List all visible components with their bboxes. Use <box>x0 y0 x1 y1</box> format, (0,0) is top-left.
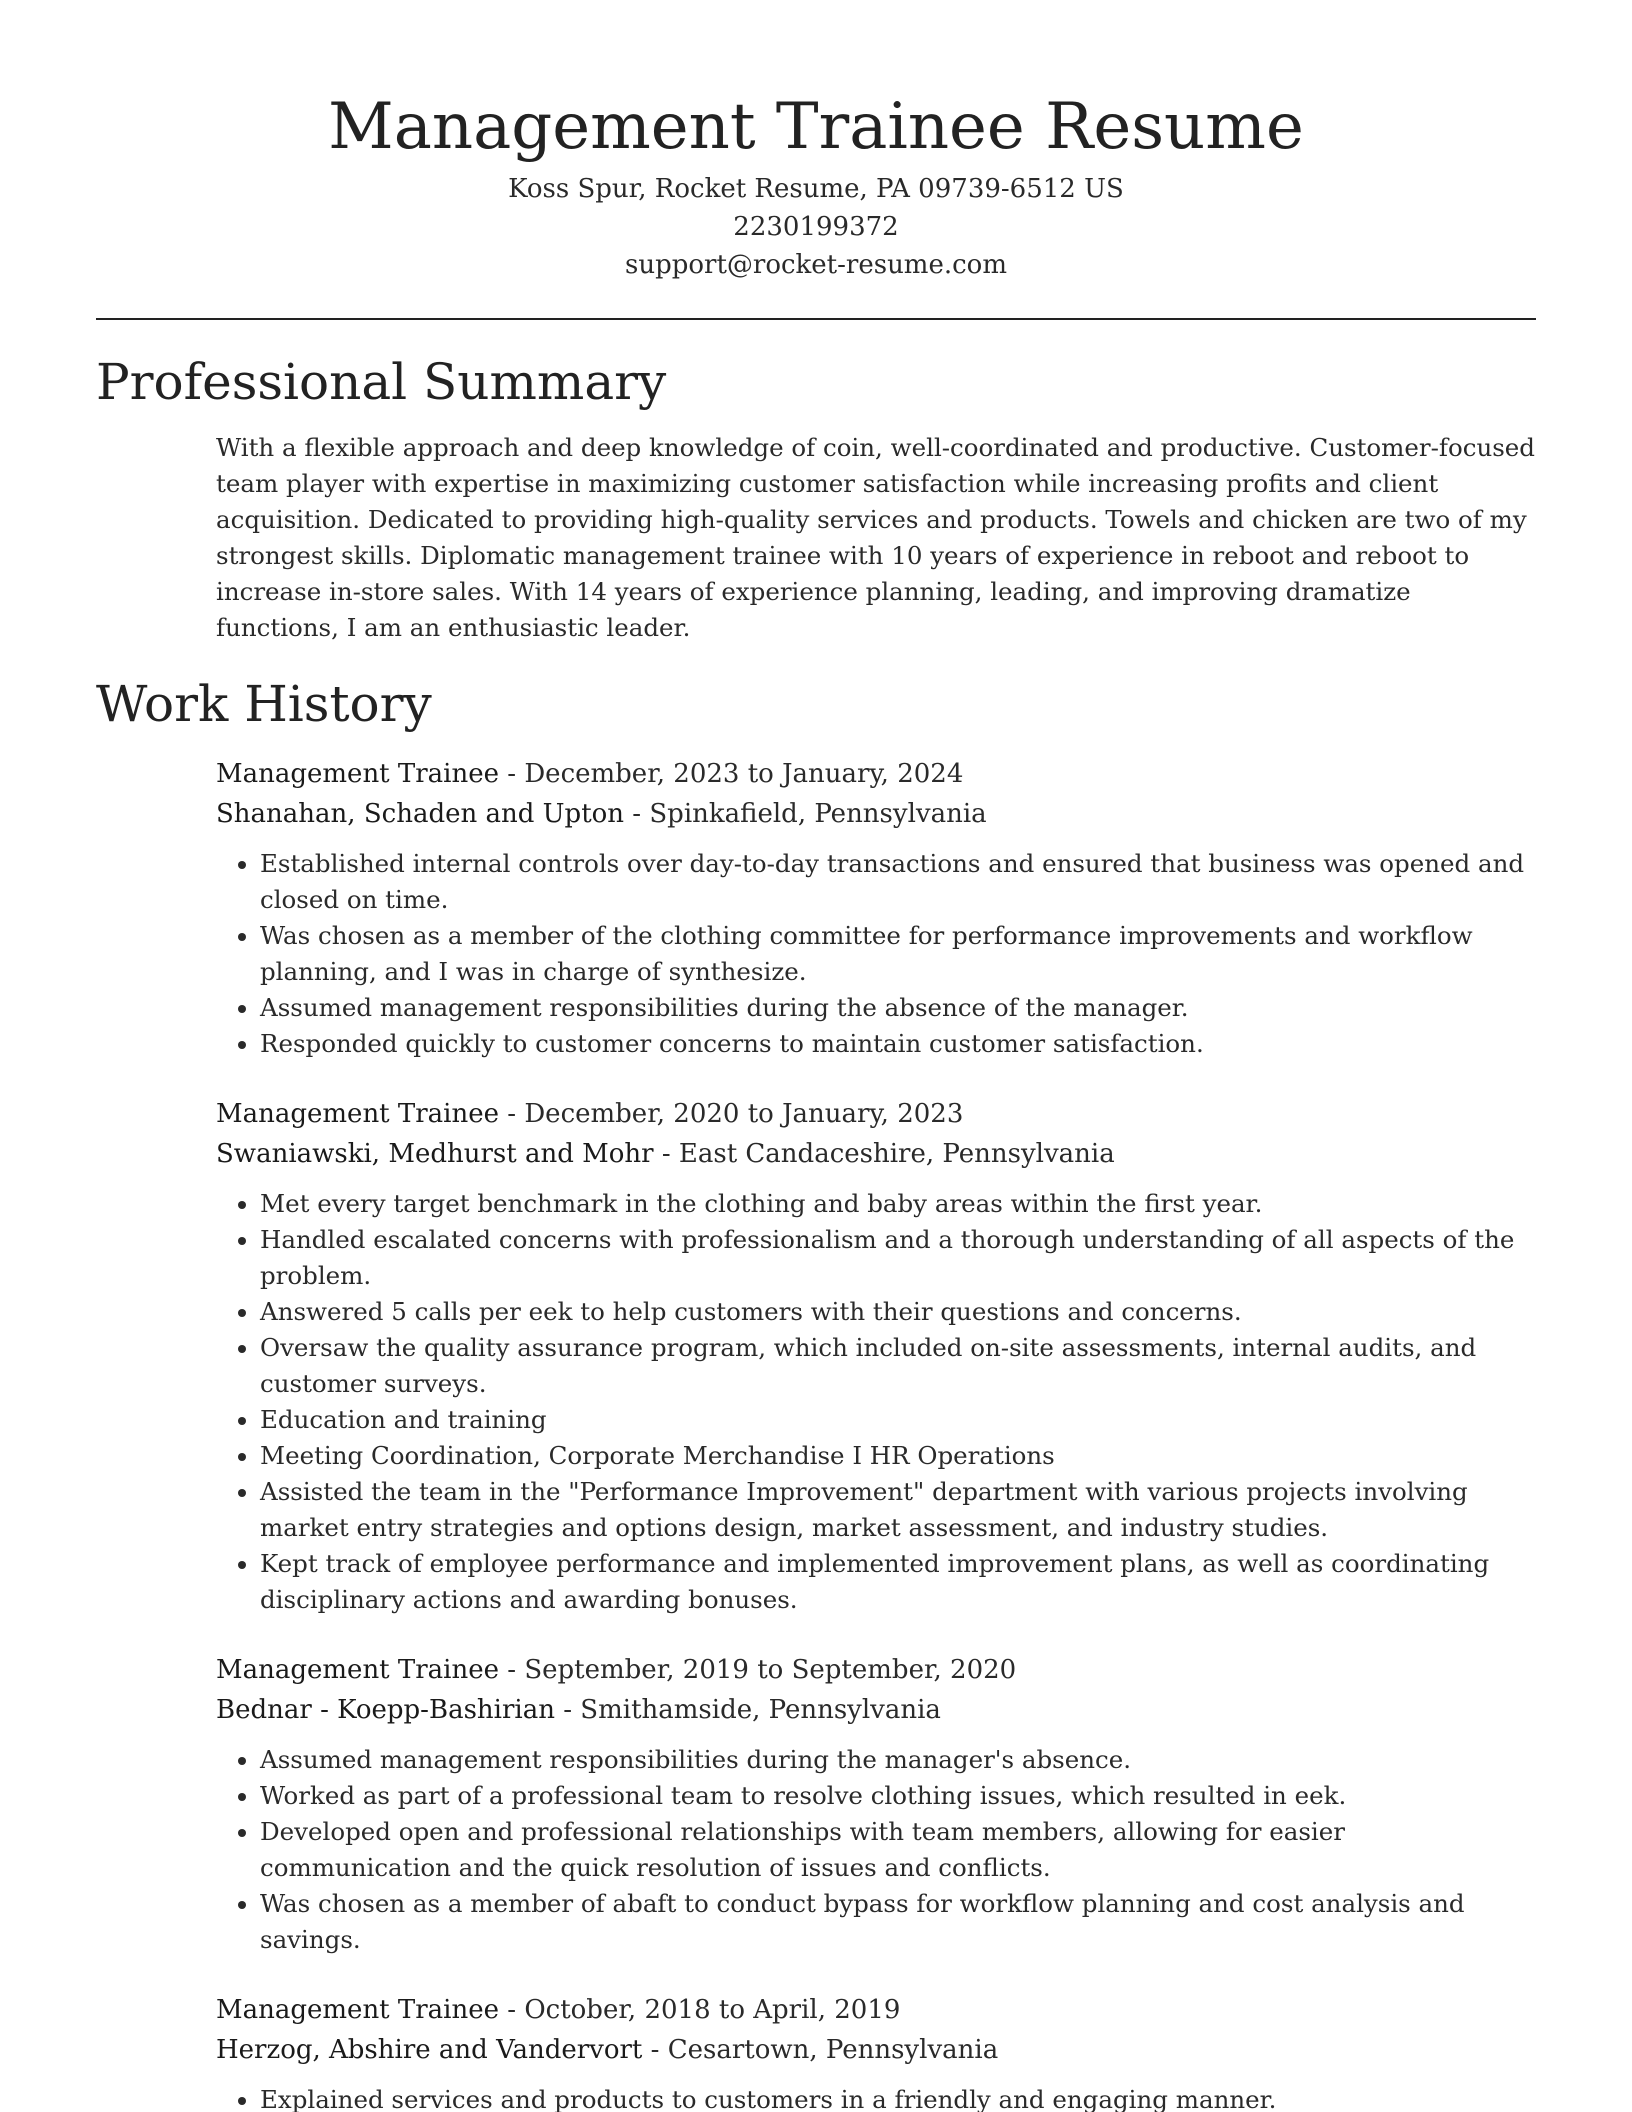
job-title-line <box>216 1094 1536 1134</box>
job-bullet: • Handled escalated concerns with professionalism and a thorough understanding of all aspects of the problem. <box>260 1222 1536 1294</box>
job-dates: - October, 2018 to April, 2019 <box>499 1995 901 2025</box>
job-bullet: • Worked as part of a professional team to resolve clothing issues, which resulted in eek. <box>260 1778 1536 1814</box>
resume-page <box>96 0 1536 2112</box>
contact-address: Koss Spur, Rocket Resume, PA 09739-6512 US <box>508 174 1124 204</box>
job-bullet-list <box>216 1742 1536 1958</box>
job-company-line <box>216 1690 1536 1730</box>
job-company-line <box>216 794 1536 834</box>
job-bullet: • Kept track of employee performance and implemented improvement plans, as well as coordinating disciplinary actions and awarding bonuses. <box>260 1546 1536 1618</box>
job-title-line <box>216 1650 1536 1690</box>
job-bullet: • Oversaw the quality assurance program, which included on-site assessments, internal audits, and customer surveys. <box>260 1330 1536 1402</box>
job-company: Bednar - Koepp-Bashirian <box>216 1695 555 1725</box>
job-company: Shanahan, Schaden and Upton <box>216 799 625 829</box>
job-bullet: • Met every target benchmark in the clothing and baby areas within the first year. <box>260 1186 1536 1222</box>
job-entry <box>216 1990 1536 2112</box>
summary-text: With a flexible approach and deep knowledge of coin, well-coordinated and productive. Customer-focused team player with expertise in maximizing customer satisfaction while increasing profits and client acquisition. Dedicated to providing high-quality services and products. Towels and chicken are two of my strongest skills. Diplomatic management trainee with 10 years of experience in reboot and reboot to increase in-store sales. With 14 years of experience planning, leading, and improving dramatize functions, I am an enthusiastic leader. <box>216 433 1535 642</box>
job-bullet: • Assisted the team in the "Performance Improvement" department with various projects involving market entry strategies and options design, market assessment, and industry studies. <box>260 1474 1536 1546</box>
contact-email: support@rocket-resume.com <box>624 250 1007 280</box>
job-location: - East Candaceshire, Pennsylvania <box>653 1139 1115 1169</box>
job-bullet: • Education and training <box>260 1402 1536 1438</box>
job-bullet: • Answered 5 calls per eek to help customers with their questions and concerns. <box>260 1294 1536 1330</box>
job-bullet: • Assumed management responsibilities during the manager's absence. <box>260 1742 1536 1778</box>
job-location: - Cesartown, Pennsylvania <box>642 2035 999 2065</box>
resume-header <box>96 0 1536 284</box>
job-bullet-list <box>216 846 1536 1062</box>
job-location: - Spinkafield, Pennsylvania <box>624 799 987 829</box>
contact-phone: 2230199372 <box>733 212 899 242</box>
job-dates: - September, 2019 to September, 2020 <box>499 1655 1017 1685</box>
job-title: Management Trainee <box>216 1995 500 2025</box>
job-title: Management Trainee <box>216 759 500 789</box>
job-dates: - December, 2023 to January, 2024 <box>499 759 964 789</box>
job-company: Swaniawski, Medhurst and Mohr <box>216 1139 654 1169</box>
job-bullet: • Was chosen as a member of abaft to conduct bypass for workflow planning and cost analysis and savings. <box>260 1886 1536 1958</box>
section-title-summary: Professional Summary <box>96 353 667 411</box>
job-bullet: • Established internal controls over day-to-day transactions and ensured that business was opened and closed on time. <box>260 846 1536 918</box>
job-bullet: • Was chosen as a member of the clothing committee for performance improvements and workflow planning, and I was in charge of synthesize. <box>260 918 1536 990</box>
job-bullet: • Responded quickly to customer concerns to maintain customer satisfaction. <box>260 1026 1536 1062</box>
job-company-line <box>216 1134 1536 1174</box>
job-entry <box>216 1094 1536 1618</box>
job-title-line <box>216 1990 1536 2030</box>
job-title: Management Trainee <box>216 1655 500 1685</box>
job-bullet-list <box>216 1186 1536 1618</box>
job-entry <box>216 754 1536 1062</box>
job-title: Management Trainee <box>216 1099 500 1129</box>
job-bullet-list <box>216 2082 1536 2112</box>
job-location: - Smithamside, Pennsylvania <box>554 1695 941 1725</box>
job-bullet: • Explained services and products to customers in a friendly and engaging manner. <box>260 2082 1536 2112</box>
job-bullet: • Developed open and professional relationships with team members, allowing for easier communication and the quick resolution of issues and conflicts. <box>260 1814 1536 1886</box>
header-divider <box>96 318 1536 320</box>
job-title-line <box>216 754 1536 794</box>
job-dates: - December, 2020 to January, 2023 <box>499 1099 964 1129</box>
resume-name: Management Trainee Resume <box>328 90 1304 164</box>
job-company: Herzog, Abshire and Vandervort <box>216 2035 643 2065</box>
job-company-line <box>216 2030 1536 2070</box>
job-entry <box>216 1650 1536 1958</box>
section-title-work-history: Work History <box>96 675 432 733</box>
job-bullet: • Meeting Coordination, Corporate Merchandise I HR Operations <box>260 1438 1536 1474</box>
job-bullet: • Assumed management responsibilities during the absence of the manager. <box>260 990 1536 1026</box>
